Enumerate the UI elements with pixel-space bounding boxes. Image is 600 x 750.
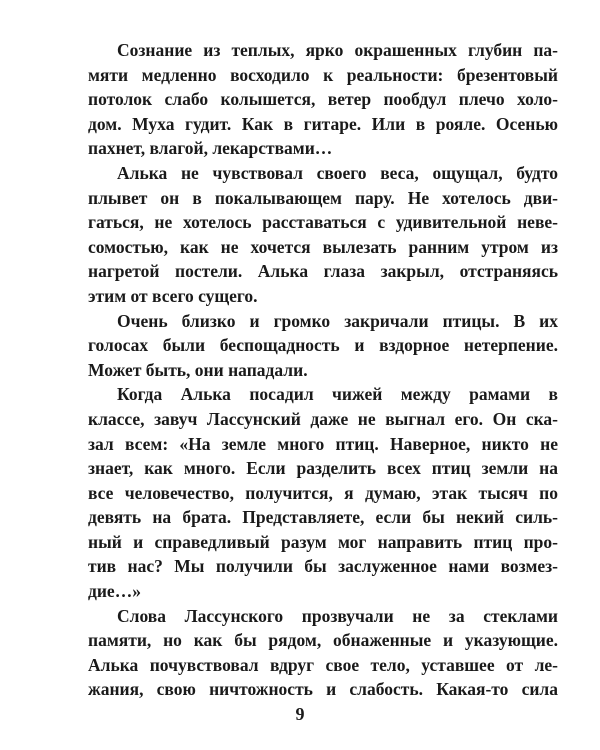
text-line: девять на брата. Представляете, если бы некий силь- <box>88 507 558 528</box>
text-line: этим от всего сущего. <box>88 285 258 306</box>
text-line: гаться, не хотелось расставаться с удивительной неве- <box>88 212 558 233</box>
text-line: классе, завуч Лассунский даже не выгнал его. Он ска- <box>88 408 558 429</box>
paragraph <box>88 309 558 383</box>
text-line: потолок слабо колышется, ветер пообдул плечо холо- <box>88 89 558 110</box>
text-line: дом. Муха гудит. Как в гитаре. Или в рояле. Осенью <box>88 113 558 134</box>
text-line: все человечество, получится, я думаю, этак тысяч по <box>88 482 558 503</box>
paragraph <box>88 382 558 603</box>
text-line: пахнет, влагой, лекарствами… <box>88 138 333 159</box>
text-line: мяти медленно восходило к реальности: брезентовый <box>88 64 558 85</box>
text-line: Когда Алька посадил чижей между рамами в <box>117 384 558 405</box>
text-line: голосах были беспощадность и вздорное нетерпение. <box>88 335 558 356</box>
text-line: плывет он в покалывающем пару. Не хотелось дви- <box>88 187 558 208</box>
page-body <box>88 38 558 702</box>
text-line: сомостью, как не хочется вылезать ранним утром из <box>88 236 558 257</box>
text-line: нагретой постели. Алька глаза закрыл, отстраняясь <box>88 261 558 282</box>
text-line: знает, как много. Если разделить всех птиц земли на <box>88 458 558 479</box>
text-line: Может быть, они нападали. <box>88 359 308 380</box>
text-line: дие…» <box>88 581 141 602</box>
text-line: Слова Лассунского прозвучали не за стеклами <box>117 605 558 626</box>
paragraph <box>88 604 558 702</box>
paragraph <box>88 38 558 161</box>
page-number: 9 <box>295 704 305 724</box>
text-line: Алька не чувствовал своего веса, ощущал, будто <box>117 162 558 183</box>
text-line: жания, свою ничтожность и слабость. Какая-то сила <box>88 679 558 700</box>
text-line: зал всем: «На земле много птиц. Наверное, никто не <box>88 433 558 454</box>
text-line: памяти, но как бы рядом, обнаженные и указующие. <box>88 630 558 651</box>
text-line: тив нас? Мы получили бы заслуженное нами возмез- <box>88 556 558 577</box>
text-line: Очень близко и громко закричали птицы. В их <box>117 310 558 331</box>
paragraph <box>88 161 558 309</box>
text-line: Сознание из теплых, ярко окрашенных глубин па- <box>117 40 558 60</box>
text-line: Алька почувствовал вдруг свое тело, уставшее от ле- <box>88 654 558 675</box>
text-line: ный и справедливый разум мог направить птиц про- <box>88 531 558 552</box>
